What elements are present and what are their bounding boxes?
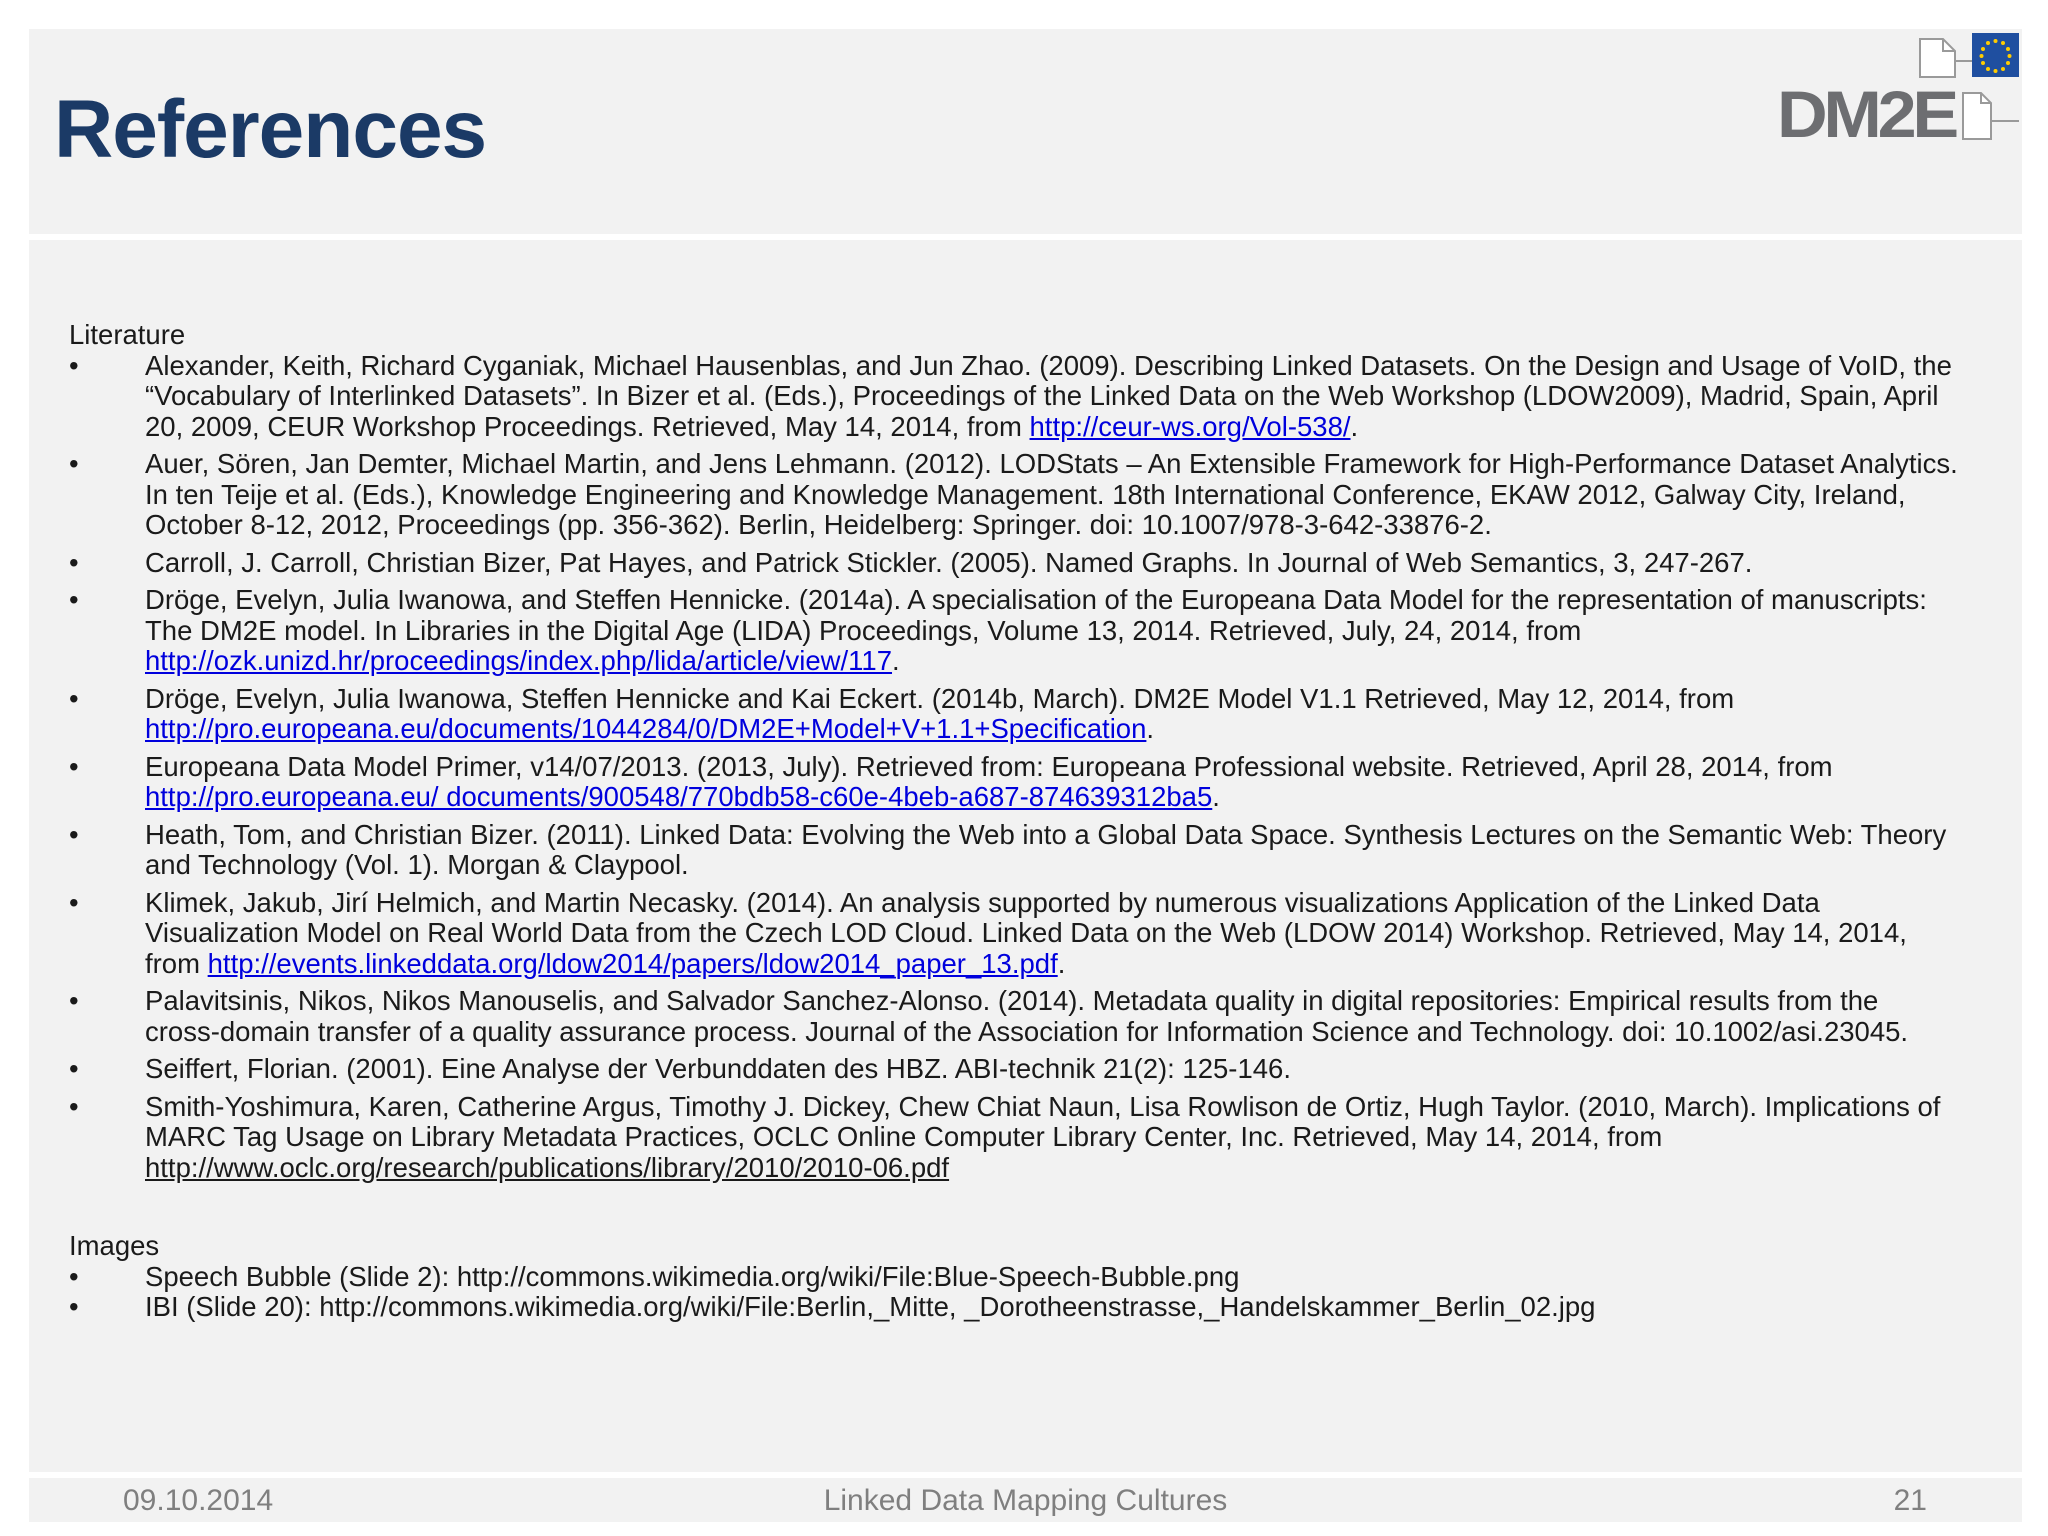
eu-flag-icon: [1972, 33, 2019, 77]
reference-punctuation: .: [1057, 947, 1066, 979]
literature-item: [69, 1092, 1959, 1184]
reference-link[interactable]: http://ozk.unizd.hr/proceedings/index.php/lida/article/view/117: [145, 645, 893, 676]
images-list: [69, 1262, 1959, 1323]
logo-text: DM2E: [1777, 77, 1958, 151]
reference-link[interactable]: http://www.oclc.org/research/publications/library/2010/2010-06.pdf: [145, 1151, 950, 1183]
reference-text: Palavitsinis, Nikos, Nikos Manouselis, and Salvador Sanchez-Alonso. (2014). Metadata quality in digital repositories: Empirical results from the cross-domain transfer of a quality assurance process. Journal of the Association for Information Science and Technology. doi: 10.1002/asi.23045.: [145, 985, 1909, 1047]
reference-link[interactable]: http://pro.europeana.eu/ documents/900548/770bdb58-c60e-4beb-a687-874639312ba5: [145, 781, 1213, 812]
literature-item: [69, 684, 1959, 745]
reference-text: Dröge, Evelyn, Julia Iwanowa, Steffen Hennicke and Kai Eckert. (2014b, March). DM2E Model V1.1 Retrieved, May 12, 2014, from: [145, 682, 1735, 714]
images-heading: Images: [69, 1230, 160, 1261]
reference-text: Dröge, Evelyn, Julia Iwanowa, and Steffen Hennicke. (2014a). A specialisation of the Europeana Data Model for the representation of manuscripts: The DM2E model. In Libraries in the Digital Age (LIDA) Proceedings, Volume 13, 2014. Retrieved, July, 24, 2014, from: [145, 584, 1927, 646]
reference-link[interactable]: http://ceur-ws.org/Vol-538/: [1029, 410, 1351, 442]
literature-item: [69, 351, 1959, 443]
literature-item: [69, 820, 1959, 881]
reference-text: Klimek, Jakub, Jirí Helmich, and Martin Necasky. (2014). An analysis supported by numerous visualizations Application of the Linked Data Visualization Model on Real World Data from the Czech LOD Cloud. Linked Data on the Web (LDOW 2014) Workshop. Retrieved, May 14, 2014, from: [145, 886, 1907, 979]
literature-item: [69, 888, 1959, 980]
slide-body: [29, 240, 2022, 1472]
reference-punctuation: .: [892, 645, 900, 676]
references-text: [69, 320, 1959, 1371]
page-title: References: [54, 84, 487, 175]
literature-list: [69, 351, 1959, 1184]
literature-item: [69, 986, 1959, 1047]
document-icon: [1920, 39, 1972, 77]
slide-footer: [29, 1478, 2022, 1522]
reference-punctuation: .: [1212, 781, 1220, 812]
reference-text: Europeana Data Model Primer, v14/07/2013. (2013, July). Retrieved from: Europeana Professional website. Retrieved, April 28, 2014, from: [145, 750, 1833, 782]
document-icon: [1963, 93, 2019, 139]
footer-date: 09.10.2014: [123, 1484, 274, 1517]
literature-item: [69, 585, 1959, 677]
page-number: 21: [1893, 1484, 1927, 1517]
image-credit-item: • IBI (Slide 20): http://commons.wikimedia.org/wiki/File:Berlin,_Mitte, _Dorotheenstrasse,_Handelskammer_Berlin_02.jpg: [69, 1292, 1959, 1323]
literature-item: [69, 752, 1959, 813]
reference-text: Seiffert, Florian. (2001). Eine Analyse der Verbunddaten des HBZ. ABI-technik 21(2): 125-146.: [145, 1053, 1291, 1084]
reference-link[interactable]: http://events.linkeddata.org/ldow2014/papers/ldow2014_paper_13.pdf: [207, 947, 1058, 979]
reference-punctuation: .: [1146, 713, 1155, 744]
reference-text: Auer, Sören, Jan Demter, Michael Martin, and Jens Lehmann. (2012). LODStats – An Extensible Framework for High-Performance Dataset Analytics. In ten Teije et al. (Eds.), Knowledge Engineering and Knowledge Management. 18th International Conference, EKAW 2012, Galway City, Ireland, October 8-12, 2012, Proceedings (pp. 356-362). Berlin, Heidelberg: Springer. doi: 10.1007/978-3-642-33876-2.: [145, 448, 1958, 540]
reference-text: Smith-Yoshimura, Karen, Catherine Argus, Timothy J. Dickey, Chew Chiat Naun, Lisa Rowlison de Ortiz, Hugh Taylor. (2010, March). Implications of MARC Tag Usage on Library Metadata Practices, OCLC Online Computer Library Center, Inc. Retrieved, May 14, 2014, from: [145, 1090, 1941, 1152]
literature-item: [69, 548, 1959, 579]
slide-header: [29, 29, 2022, 234]
image-credit-item: • Speech Bubble (Slide 2): http://commons.wikimedia.org/wiki/File:Blue-Speech-Bubble.png: [69, 1262, 1959, 1293]
dm2e-logo: [1777, 31, 2022, 151]
reference-link[interactable]: http://pro.europeana.eu/documents/1044284/0/DM2E+Model+V+1.1+Specification: [145, 713, 1147, 744]
reference-text: Alexander, Keith, Richard Cyganiak, Michael Hausenblas, and Jun Zhao. (2009). Describing Linked Datasets. On the Design and Usage of VoID, the “Vocabulary of Interlinked Datasets”. In Bizer et al. (Eds.), Proceedings of the Linked Data on the Web Workshop (LDOW2009), Madrid, Spain, April 20, 2009, CEUR Workshop Proceedings. Retrieved, May 14, 2014, from: [145, 349, 1952, 442]
footer-title: Linked Data Mapping Cultures: [823, 1484, 1228, 1517]
slide: [29, 29, 2022, 1522]
reference-punctuation: .: [1350, 410, 1359, 442]
literature-item: [69, 1054, 1959, 1085]
reference-text: Carroll, J. Carroll, Christian Bizer, Pat Hayes, and Patrick Stickler. (2005). Named Graphs. In Journal of Web Semantics, 3, 247-267.: [145, 546, 1753, 578]
literature-heading: Literature: [69, 319, 186, 350]
literature-item: [69, 449, 1959, 541]
reference-text: Heath, Tom, and Christian Bizer. (2011). Linked Data: Evolving the Web into a Global Data Space. Synthesis Lectures on the Semantic Web: Theory and Technology (Vol. 1). Morgan & Claypool.: [145, 818, 1947, 880]
